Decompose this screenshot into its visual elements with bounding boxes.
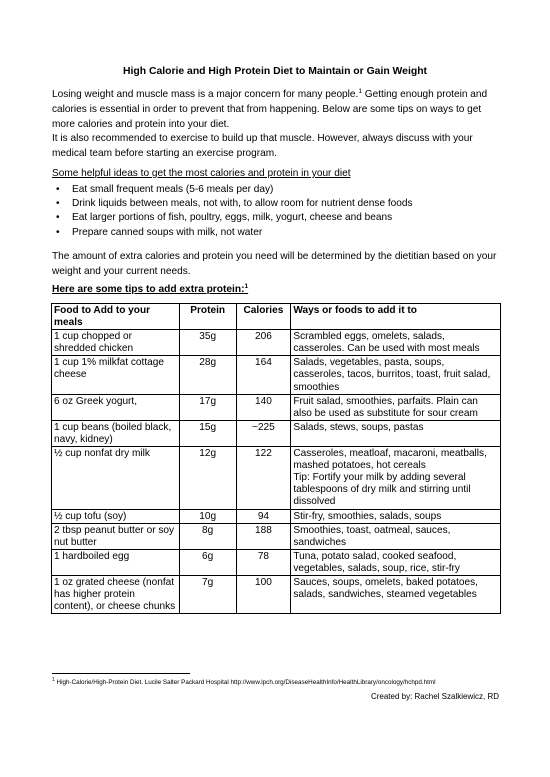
list-item [52, 226, 512, 240]
dietitian-paragraph: The amount of extra calories and protein you need will be determined by the dietitian based on your weight and your current needs. [52, 251, 497, 277]
footnote-divider [52, 673, 190, 674]
table-body [52, 330, 501, 614]
bullet-icon: • [56, 212, 60, 224]
footnote [52, 677, 436, 686]
cell-protein: 17g [179, 394, 236, 420]
bullet-icon: • [56, 198, 60, 210]
table-row [52, 509, 501, 523]
table-row [52, 420, 501, 446]
protein-tips-heading [52, 284, 248, 295]
table-row [52, 447, 501, 509]
table-row [52, 330, 501, 356]
cell-food: 1 cup chopped or shredded chicken [52, 330, 180, 356]
list-item-text: Eat larger portions of fish, poultry, eggs, milk, yogurt, cheese and beans [72, 212, 393, 224]
cell-calories: 164 [236, 356, 291, 394]
cell-ways: Smoothies, toast, oatmeal, sauces, sandwiches [291, 523, 501, 549]
intro-paragraph [52, 87, 502, 132]
footnote-text: High-Calorie/High-Protein Diet. Lucile Salter Packard Hospital http://www.lpch.org/DiseaseHealthInfo/HealthLibrary/oncology/hchpd.html [56, 679, 436, 686]
cell-food: 1 oz grated cheese (nonfat has higher protein content), or cheese chunks [52, 575, 180, 613]
cell-calories: 206 [236, 330, 291, 356]
cell-food: 1 cup 1% milkfat cottage cheese [52, 356, 180, 394]
header-calories: Calories [236, 304, 291, 330]
cell-calories: 122 [236, 447, 291, 509]
cell-calories: 78 [236, 549, 291, 575]
table-row [52, 356, 501, 394]
table-row [52, 549, 501, 575]
cell-ways: Sauces, soups, omelets, baked potatoes, salads, sandwiches, steamed vegetables [291, 575, 501, 613]
header-ways: Ways or foods to add it to [291, 304, 501, 330]
header-food: Food to Add to your meals [52, 304, 180, 330]
intro-text-end: Getting enough protein and calories is essential in order to prevent that from happening. Below are some tips on ways to get more calories and protein into your diet. [52, 89, 488, 130]
list-item [52, 183, 512, 197]
cell-food: 2 tbsp peanut butter or soy nut butter [52, 523, 180, 549]
cell-protein: 10g [179, 509, 236, 523]
cell-ways: Salads, stews, soups, pastas [291, 420, 501, 446]
list-item [52, 211, 512, 225]
cell-protein: 15g [179, 420, 236, 446]
cell-food: 1 cup beans (boiled black, navy, kidney) [52, 420, 180, 446]
cell-protein: 35g [179, 330, 236, 356]
cell-ways: Salads, vegetables, pasta, soups, casseroles, tacos, burritos, toast, fruit salad, smoothies [291, 356, 501, 394]
cell-ways: Fruit salad, smoothies, parfaits. Plain can also be used as substitute for sour cream [291, 394, 501, 420]
document-title: High Calorie and High Protein Diet to Maintain or Gain Weight [122, 66, 428, 77]
footnote-number: 1 [52, 677, 55, 683]
cell-food: 6 oz Greek yogurt, [52, 394, 180, 420]
cell-ways: Casseroles, meatloaf, macaroni, meatballs, mashed potatoes, hot cereals Tip: Fortify your milk by adding several tablespoons of dry milk and stirring until dissolved [291, 447, 501, 509]
table-row [52, 575, 501, 613]
cell-calories: ~225 [236, 420, 291, 446]
cell-food: 1 hardboiled egg [52, 549, 180, 575]
cell-protein: 8g [179, 523, 236, 549]
protein-foods-table [51, 303, 501, 614]
list-item [52, 197, 512, 211]
header-protein: Protein [179, 304, 236, 330]
exercise-paragraph: It is also recommended to exercise to build up that muscle. However, always discuss with your medical team before starting an exercise program. [52, 133, 473, 159]
cell-calories: 140 [236, 394, 291, 420]
footnote-ref: 1 [244, 283, 249, 290]
cell-protein: 7g [179, 575, 236, 613]
cell-ways: Scrambled eggs, omelets, salads, casseroles. Can be used with most meals [291, 330, 501, 356]
helpful-ideas-heading: Some helpful ideas to get the most calories and protein in your diet [52, 168, 351, 179]
table-header-row [52, 304, 501, 330]
table-row [52, 394, 501, 420]
list-item-text: Eat small frequent meals (5-6 meals per day) [72, 184, 274, 195]
cell-food: ½ cup tofu (soy) [52, 509, 180, 523]
cell-calories: 94 [236, 509, 291, 523]
cell-ways: Stir-fry, smoothies, salads, soups [291, 509, 501, 523]
protein-tips-heading-text: Here are some tips to add extra protein: [52, 284, 245, 295]
list-item-text: Prepare canned soups with milk, not water [72, 226, 263, 238]
cell-protein: 6g [179, 549, 236, 575]
cell-calories: 188 [236, 523, 291, 549]
bullet-icon: • [56, 184, 60, 195]
cell-calories: 100 [236, 575, 291, 613]
author-credit: Created by: Rachel Szalkiewicz, RD [370, 692, 499, 701]
footnote-ref: 1 [358, 88, 362, 95]
intro-text-start: Losing weight and muscle mass is a major concern for many people. [52, 89, 359, 100]
tips-list [52, 183, 512, 240]
list-item-text: Drink liquids between meals, not with, to allow room for nutrient dense foods [72, 198, 413, 210]
cell-food: ½ cup nonfat dry milk [52, 447, 180, 509]
table-row [52, 523, 501, 549]
cell-ways: Tuna, potato salad, cooked seafood, vegetables, salads, soup, rice, stir-fry [291, 549, 501, 575]
bullet-icon: • [56, 226, 60, 238]
cell-protein: 28g [179, 356, 236, 394]
cell-protein: 12g [179, 447, 236, 509]
